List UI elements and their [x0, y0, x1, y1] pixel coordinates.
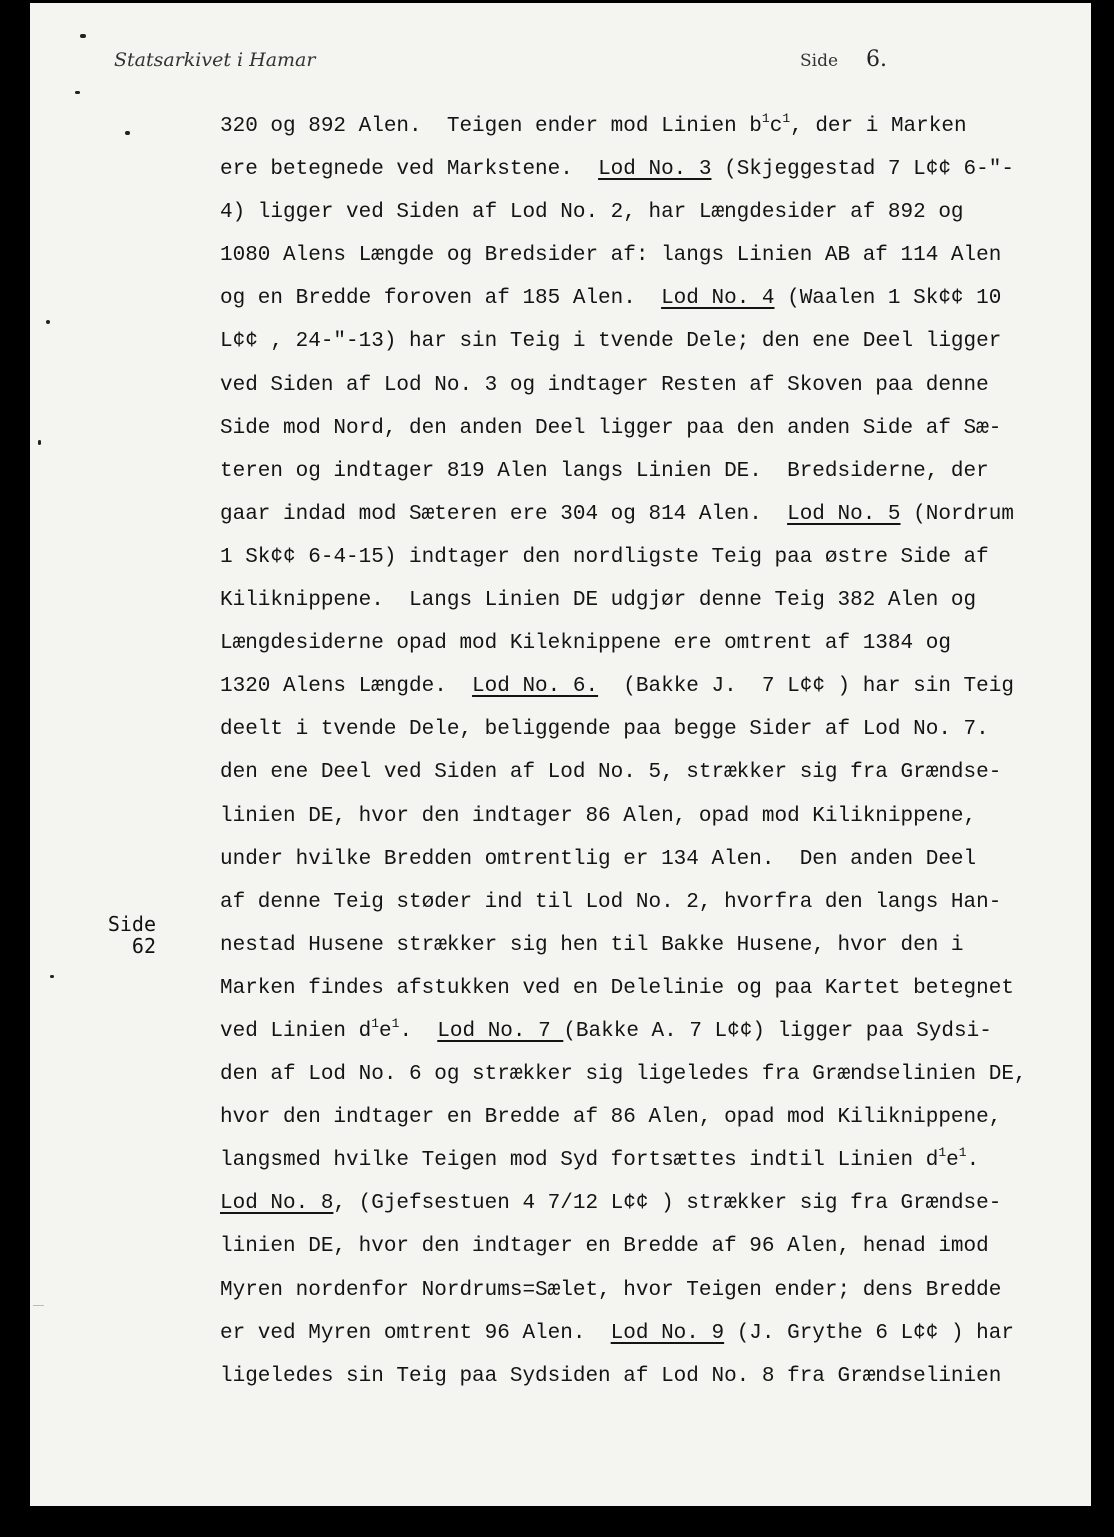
superscript: 1 [938, 1145, 947, 1161]
text-run: den ene Deel ved Siden af Lod No. 5, strækker sig fra Grændse- [220, 761, 1002, 785]
text-line [220, 751, 1080, 794]
text-line [220, 1225, 1080, 1268]
superscript: 1 [782, 111, 791, 126]
handwritten-unit-mark: ¢¢ [727, 1019, 753, 1043]
text-run: ved Siden af Lod No. 3 og indtager Resten af Skoven paa denne [220, 373, 989, 397]
superscript: 1 [958, 1145, 967, 1161]
text-run: langsmed hvilke Teigen mod Syd fortsættes indtil Linien d [220, 1149, 939, 1173]
text-line [220, 1053, 1080, 1096]
text-run: 10 [963, 287, 1002, 311]
handwritten-unit-mark: ¢¢ [270, 545, 296, 569]
scan-speck [50, 975, 54, 978]
text-line [220, 148, 1080, 191]
handwritten-unit-mark: ¢¢ [938, 287, 964, 311]
text-line [220, 1139, 1080, 1182]
text-run: (Bakke J. 7 L [598, 675, 800, 699]
text-run: , 24-"-13) har sin Teig i tvende Dele; den ene Deel ligger [257, 330, 1002, 354]
text-run: den af Lod No. 6 og strækker sig ligeledes fra Grændselinien DE, [220, 1063, 1027, 1087]
text-line [220, 105, 1080, 148]
text-run: Længdesiderne opad mod Kileknippene ere omtrent af 1384 og [220, 632, 951, 656]
scan-speck [38, 440, 41, 445]
page-label: Side [800, 51, 839, 71]
text-run: 6-4-15) indtager den nordligste Teig paa østre Side af [295, 545, 989, 569]
text-run: nestad Husene strækker sig hen til Bakke Husene, hvor den i [220, 933, 964, 957]
text-line [220, 234, 1080, 277]
handwritten-unit-mark: ¢¢ [799, 675, 825, 699]
scan-speck [125, 131, 130, 135]
scan-speck [75, 91, 80, 94]
text-run: . [966, 1149, 980, 1173]
lot-heading: Lod No. 6. [472, 675, 599, 699]
text-run: e [946, 1149, 959, 1173]
text-line [220, 708, 1080, 751]
lot-heading: Lod No. 4 [661, 287, 775, 311]
text-run: 1320 Alens Længde. [220, 675, 473, 699]
superscript: 1 [391, 1015, 400, 1031]
text-line [220, 881, 1080, 924]
text-line [220, 924, 1080, 967]
lot-heading: Lod No. 9 [610, 1321, 725, 1345]
text-line [220, 1010, 1080, 1053]
text-run: , der i Marken [790, 115, 967, 138]
text-run: , (Gjefsestuen 4 7/12 L [333, 1192, 624, 1216]
text-line [220, 622, 1080, 665]
text-run: ved Linien d [220, 1019, 372, 1043]
page-number: 6. [866, 47, 887, 72]
text-line [220, 795, 1080, 838]
scan-speck [46, 320, 50, 324]
text-run: (Nordrum [900, 502, 1014, 526]
text-line [220, 364, 1080, 407]
text-line [220, 579, 1080, 622]
text-line [220, 1355, 1080, 1398]
text-run: er ved Myren omtrent 96 Alen. [220, 1321, 611, 1345]
text-run: under hvilke Bredden omtrentlig er 134 Alen. Den anden Deel [220, 847, 977, 871]
text-line [220, 1312, 1080, 1355]
margin-reference-word: Side [107, 912, 156, 936]
text-run: gaar indad mod Sæteren ere 304 og 814 Alen. [220, 502, 788, 526]
text-run: hvor den indtager en Bredde af 86 Alen, opad mod Kiliknippene, [220, 1106, 1002, 1130]
text-run: 4) ligger ved Siden af Lod No. 2, har Længdesider af 892 og [220, 201, 964, 225]
text-run: linien DE, hvor den indtager 86 Alen, opad mod Kiliknippene, [220, 804, 977, 828]
handwritten-unit-mark: L¢¢ [220, 330, 258, 354]
text-run: og en Bredde foroven af 185 Alen. [220, 287, 662, 311]
text-run: Side mod Nord, den anden Deel ligger paa den anden Side af Sæ- [220, 416, 1002, 440]
text-run: (Skjeggestad 7 L [711, 158, 926, 182]
superscript: 1 [371, 1015, 380, 1031]
text-line [220, 1096, 1080, 1139]
text-run: ) ligger paa Sydsi- [752, 1019, 992, 1043]
text-line [220, 277, 1080, 320]
text-run: ) har [938, 1321, 1014, 1345]
text-run: Myren nordenfor Nordrums=Sælet, hvor Teigen ender; dens Bredde [220, 1278, 1002, 1302]
text-line [220, 665, 1080, 708]
handwritten-unit-mark: ¢¢ [913, 1321, 939, 1345]
text-line [220, 320, 1080, 363]
scan-edge-mark [33, 1305, 44, 1306]
text-line [220, 493, 1080, 536]
superscript: 1 [761, 111, 770, 126]
margin-reference-number: 62 [131, 934, 156, 958]
lot-heading: Lod No. 7 [437, 1019, 564, 1043]
text-run: e [379, 1019, 392, 1043]
text-run: ) har sin Teig [824, 675, 1014, 699]
document-page [30, 3, 1091, 1506]
text-run: c [769, 115, 783, 138]
text-run: af denne Teig støder ind til Lod No. 2, hvorfra den langs Han- [220, 890, 1002, 914]
typed-body-text [220, 105, 1080, 1398]
text-run: (Bakke A. 7 L [563, 1019, 728, 1043]
text-run: . [399, 1019, 438, 1043]
archive-stamp: Statsarkivet i Hamar [114, 49, 316, 71]
lot-heading: Lod No. 8 [220, 1192, 334, 1216]
text-line [220, 191, 1080, 234]
handwritten-unit-mark: ¢¢ [925, 158, 951, 182]
scan-speck [80, 34, 86, 38]
text-run: 320 og 892 Alen. Teigen ender mod Linien b [220, 115, 762, 138]
text-line [220, 967, 1080, 1010]
text-run: (J. Grythe 6 L [724, 1321, 914, 1345]
text-run: ligeledes sin Teig paa Sydsiden af Lod No. 8 fra Grændselinien [220, 1364, 1002, 1388]
text-run: teren og indtager 819 Alen langs Linien DE. Bredsiderne, der [220, 459, 989, 483]
text-run: Marken findes afstukken ved en Delelinie og paa Kartet betegnet [220, 976, 1014, 1000]
text-line [220, 838, 1080, 881]
text-line [220, 407, 1080, 450]
text-run: ) strækker sig fra Grændse- [648, 1192, 1002, 1216]
text-run: 6-"- [950, 158, 1014, 182]
text-line [220, 1182, 1080, 1225]
text-run: Kiliknippene. Langs Linien DE udgjør denne Teig 382 Alen og [220, 589, 977, 613]
text-run: 1080 Alens Længde og Bredsider af: langs Linien AB af 114 Alen [220, 244, 1002, 268]
text-run: ere betegnede ved Markstene. [220, 158, 599, 182]
text-line [220, 450, 1080, 493]
handwritten-unit-mark: ¢¢ [623, 1192, 649, 1216]
margin-page-reference [102, 913, 156, 957]
text-run: linien DE, hvor den indtager en Bredde af 96 Alen, henad imod [220, 1235, 989, 1259]
text-run: 1 Sk [220, 545, 271, 569]
text-run: (Waalen 1 Sk [774, 287, 939, 311]
text-line [220, 536, 1080, 579]
text-line [220, 1269, 1080, 1312]
lot-heading: Lod No. 5 [787, 502, 901, 526]
lot-heading: Lod No. 3 [598, 158, 712, 182]
text-run: deelt i tvende Dele, beliggende paa begge Sider af Lod No. 7. [220, 718, 989, 742]
